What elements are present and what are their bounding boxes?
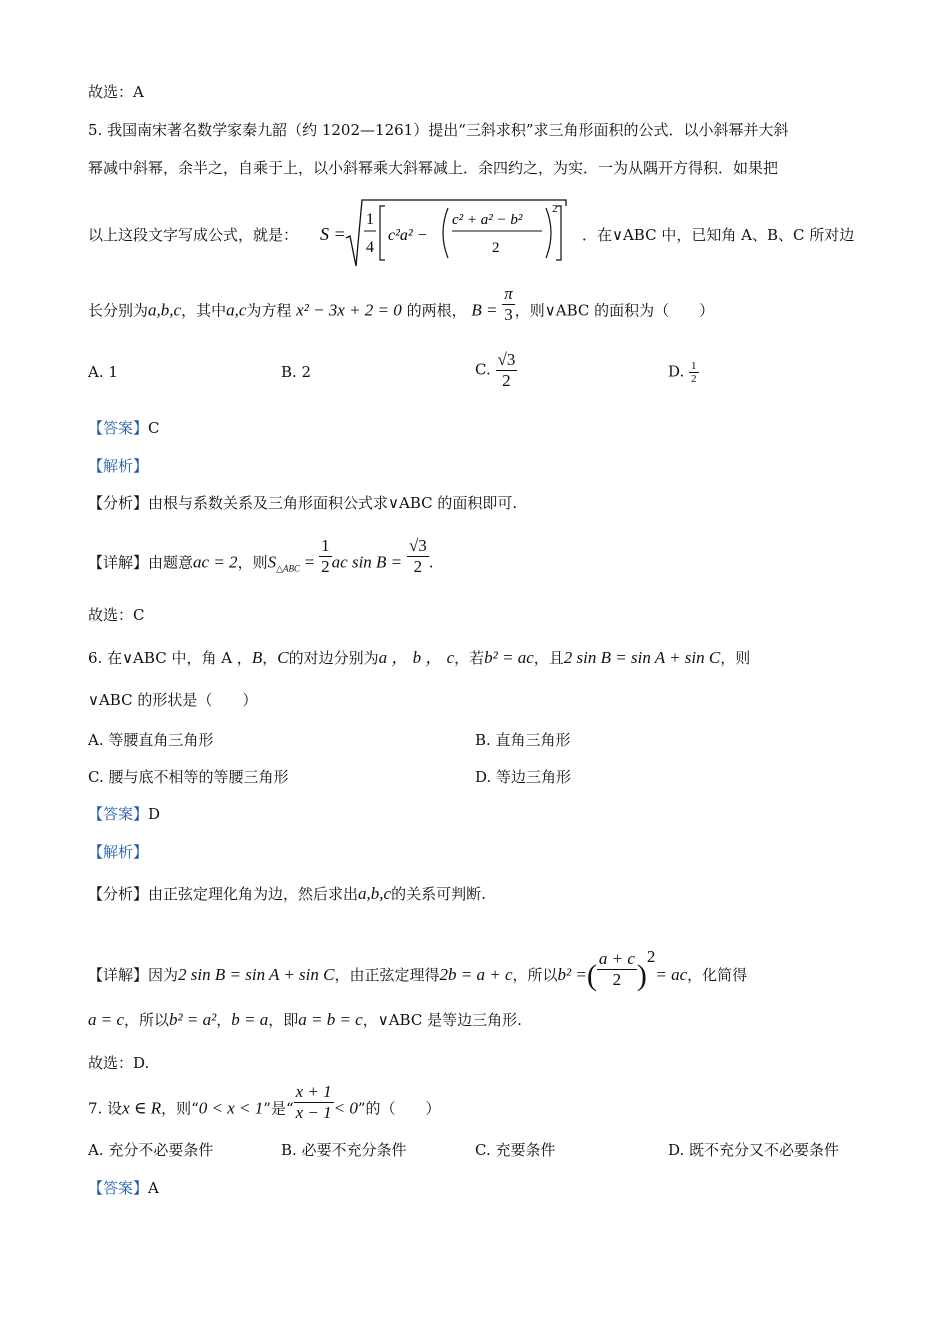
q5-xj-half-den: 2 xyxy=(321,557,330,576)
q6-xj2-a: a = c xyxy=(88,1010,125,1029)
q6-fenxi-b: 的关系可判断. xyxy=(391,885,486,903)
q6-xj-b: ，由正弦定理得 xyxy=(334,966,440,984)
q5-xj-S-sub: △ABC xyxy=(276,563,300,574)
q5-option-c-frac xyxy=(496,350,518,391)
q5-option-c-den: 2 xyxy=(502,371,511,390)
q6-l1-c: ， xyxy=(262,649,278,667)
q6-answer-value: D xyxy=(148,805,161,823)
q6-xj2-e: b = a xyxy=(231,1010,269,1029)
q5-option-d-label: D. xyxy=(668,362,685,381)
q5-xj-ac: ac = 2 xyxy=(193,552,238,572)
q6-xj-frac xyxy=(597,949,637,990)
left-paren xyxy=(443,208,448,258)
q6-fenxi xyxy=(88,884,486,904)
q6-xj2-b: ，所以 xyxy=(124,1011,170,1029)
radical-sign xyxy=(346,200,566,266)
q6-option-d: D. 等边三角形 xyxy=(475,768,572,786)
q6-l1-eq2: 2 sin B = sin A + sin C xyxy=(563,648,721,667)
formula-quarter-den: 4 xyxy=(366,239,374,256)
q6-xj-frac-num: a + c xyxy=(598,948,635,968)
q7-option-a: A. 充分不必要条件 xyxy=(88,1141,214,1159)
q6-xj2-g: a = b = c xyxy=(298,1010,363,1029)
q5-l4-text-e: ，则∨ABC 的面积为（ ） xyxy=(514,301,715,320)
q6-xj-eq1: 2 sin B = sin A + sin C xyxy=(178,965,335,984)
q5-line-2: 幂减中斜幂，余半之，自乘于上，以小斜幂乘大斜幂减上．余四约之，为实．一为从隅开方得积．如果把 xyxy=(88,159,779,177)
q6-option-b: B. 直角三角形 xyxy=(475,731,571,749)
q7-frac-num: x + 1 xyxy=(295,1082,332,1101)
q6-xiangjie-2 xyxy=(88,1010,522,1030)
q5-xiangjie xyxy=(88,536,434,579)
q5-xj-result-den: 2 xyxy=(413,557,423,576)
formula-svg xyxy=(320,198,570,270)
formula-S: S = xyxy=(320,224,346,244)
q5-pi: π xyxy=(504,284,513,303)
q5-xj-half-num: 1 xyxy=(321,536,330,555)
q6-xj2-h: ，∨ABC 是等边三角形. xyxy=(362,1011,522,1029)
q6-xj2-f: ，即 xyxy=(268,1011,299,1029)
q6-line-1 xyxy=(88,648,750,668)
q5-fenxi xyxy=(88,493,517,513)
q5-line-3-suffix: ．在∨ABC 中，已知角 A、B、C 所对边 xyxy=(582,226,855,244)
q5-option-c xyxy=(475,350,517,391)
q7-frac xyxy=(294,1082,334,1123)
formula-inner-num: c² + a² − b² xyxy=(452,212,523,228)
q5-l4-equation: x² − 3x + 2 = 0 xyxy=(296,300,402,320)
q6-xj2-d: ， xyxy=(216,1011,232,1029)
q5-answer xyxy=(88,418,160,438)
q7-ineq: 0 < x < 1 xyxy=(198,1098,264,1118)
q6-answer-tag: 【答案】 xyxy=(88,805,149,823)
q6-xj-frac-den: 2 xyxy=(612,969,622,989)
formula-square: 2 xyxy=(552,203,558,215)
q6-fenxi-tag: 【分析】 xyxy=(88,885,149,903)
q6-xj-c: ，所以 xyxy=(512,966,558,984)
q5-l4-text-d: 的两根， xyxy=(406,301,467,320)
q6-fenxi-a: 由正弦定理化角为边，然后求出 xyxy=(148,885,359,903)
q6-option-a: A. 等腰直角三角形 xyxy=(88,731,214,749)
q5-fenxi-tag: 【分析】 xyxy=(88,494,149,512)
q5-l4-ac: a,c xyxy=(226,300,247,320)
q6-analysis-tag: 【解析】 xyxy=(88,843,149,861)
q6-l1-a: 6. 在∨ABC 中，角 A ， xyxy=(88,649,252,667)
q5-l4-text-b: ，其中 xyxy=(181,301,227,320)
q5-option-d xyxy=(668,360,699,385)
q7-option-d: D. 既不充分又不必要条件 xyxy=(668,1141,840,1159)
q5-l4-text-c: 为方程 xyxy=(246,301,292,320)
q5-option-d-den: 2 xyxy=(691,373,697,385)
q5-answer-value: C xyxy=(148,419,160,437)
q6-l1-abc: a ， b ， c xyxy=(378,648,455,667)
q5-option-a: A. 1 xyxy=(88,363,118,381)
q6-l1-B: B xyxy=(251,648,263,667)
q6-line-2: ∨ABC 的形状是（ ） xyxy=(88,691,258,709)
right-paren xyxy=(546,208,551,258)
q7-answer-tag: 【答案】 xyxy=(88,1179,149,1197)
q6-xj-lparen: ( xyxy=(586,959,597,992)
prev-answer-select: 故选：A xyxy=(88,83,144,101)
q5-fenxi-text: 由根与系数关系及三角形面积公式求∨ABC 的面积即可. xyxy=(148,494,518,512)
q7-frac-den: x − 1 xyxy=(295,1103,332,1122)
q6-l1-f: ，且 xyxy=(533,649,564,667)
q7-a: 7. 设 xyxy=(88,1099,123,1118)
q5-xj-S: S xyxy=(267,552,277,572)
q5-xj-text-b: ，则 xyxy=(237,553,268,572)
q6-xj-eq2: 2b = a + c xyxy=(439,965,513,984)
q5-line-3-prefix: 以上这段文字写成公式，就是： xyxy=(88,226,299,244)
q7-c: ”是“ xyxy=(263,1099,294,1118)
q5-xj-end: . xyxy=(428,553,434,572)
q7-option-c: C. 充要条件 xyxy=(475,1141,556,1159)
q5-option-d-num: 1 xyxy=(691,360,697,372)
qin-jiushao-formula xyxy=(320,198,570,270)
q5-answer-tag: 【答案】 xyxy=(88,419,149,437)
formula-inner-den: 2 xyxy=(492,240,500,256)
q6-xj-rparen: ) xyxy=(636,959,647,992)
q5-three: 3 xyxy=(504,305,513,324)
q7-answer-value: A xyxy=(148,1179,159,1197)
q7-option-b: B. 必要不充分条件 xyxy=(281,1141,407,1159)
q6-answer xyxy=(88,804,160,824)
formula-quarter-num: 1 xyxy=(366,211,374,228)
q6-xj-d: ，化简得 xyxy=(687,966,748,984)
q7-line-1 xyxy=(88,1082,441,1123)
q6-option-c: C. 腰与底不相等的等腰三角形 xyxy=(88,768,289,786)
q5-l4-pi-over-3 xyxy=(502,284,515,325)
q6-l1-g: ，则 xyxy=(720,649,751,667)
q5-l4-text-a: 长分别为 xyxy=(88,301,149,320)
q5-xj-result xyxy=(407,536,429,577)
q5-l4-abc: a,b,c xyxy=(148,300,182,320)
q6-final-select: 故选：D. xyxy=(88,1054,150,1072)
q5-final-select: 故选：C xyxy=(88,606,145,624)
q5-xj-eq: = xyxy=(304,552,315,572)
left-bracket xyxy=(380,206,385,260)
q7-d: ”的（ ） xyxy=(357,1099,441,1118)
q5-analysis-tag: 【解析】 xyxy=(88,457,149,475)
q5-option-d-frac xyxy=(689,360,699,385)
q5-option-c-label: C. xyxy=(475,360,491,379)
q5-option-c-num: √3 xyxy=(497,350,516,369)
q6-xiangjie xyxy=(88,947,747,990)
q7-lt-zero: < 0 xyxy=(333,1098,358,1118)
q6-l1-e: ，若 xyxy=(454,649,485,667)
q6-xj-b2: b² = xyxy=(557,965,587,984)
q6-fenxi-abc: a,b,c xyxy=(358,884,392,903)
q7-b: ，则“ xyxy=(161,1099,199,1118)
q5-xiangjie-tag: 【详解】 xyxy=(88,553,149,572)
q6-l1-C: C xyxy=(277,648,289,667)
q6-xj2-c: b² = a² xyxy=(169,1010,217,1029)
q5-line-1: 5. 我国南宋著名数学家秦九韶（约 1202—1261）提出“三斜求积”求三角形面积的公式．以小斜幂并大斜 xyxy=(88,121,789,139)
q6-l1-d: 的对边分别为 xyxy=(288,649,379,667)
formula-c2a2: c²a² − xyxy=(388,227,428,244)
q7-x-in-r: x ∈ R xyxy=(122,1098,162,1118)
q5-xj-mid: ac sin B = xyxy=(331,552,403,572)
q6-l1-eq1: b² = ac xyxy=(484,648,534,667)
q5-option-b: B. 2 xyxy=(281,363,312,381)
q6-xj-a: 因为 xyxy=(148,966,179,984)
q5-xj-half xyxy=(319,536,332,577)
q7-answer xyxy=(88,1178,159,1198)
q6-xiangjie-tag: 【详解】 xyxy=(88,966,149,984)
q5-xj-text-a: 由题意 xyxy=(148,553,194,572)
q6-xj-eqac: = ac xyxy=(655,965,688,984)
q5-line-4 xyxy=(88,284,715,325)
q5-l4-B: B = xyxy=(471,300,498,320)
q5-xj-result-num: √3 xyxy=(408,536,427,555)
q6-xj-square: 2 xyxy=(646,947,656,966)
